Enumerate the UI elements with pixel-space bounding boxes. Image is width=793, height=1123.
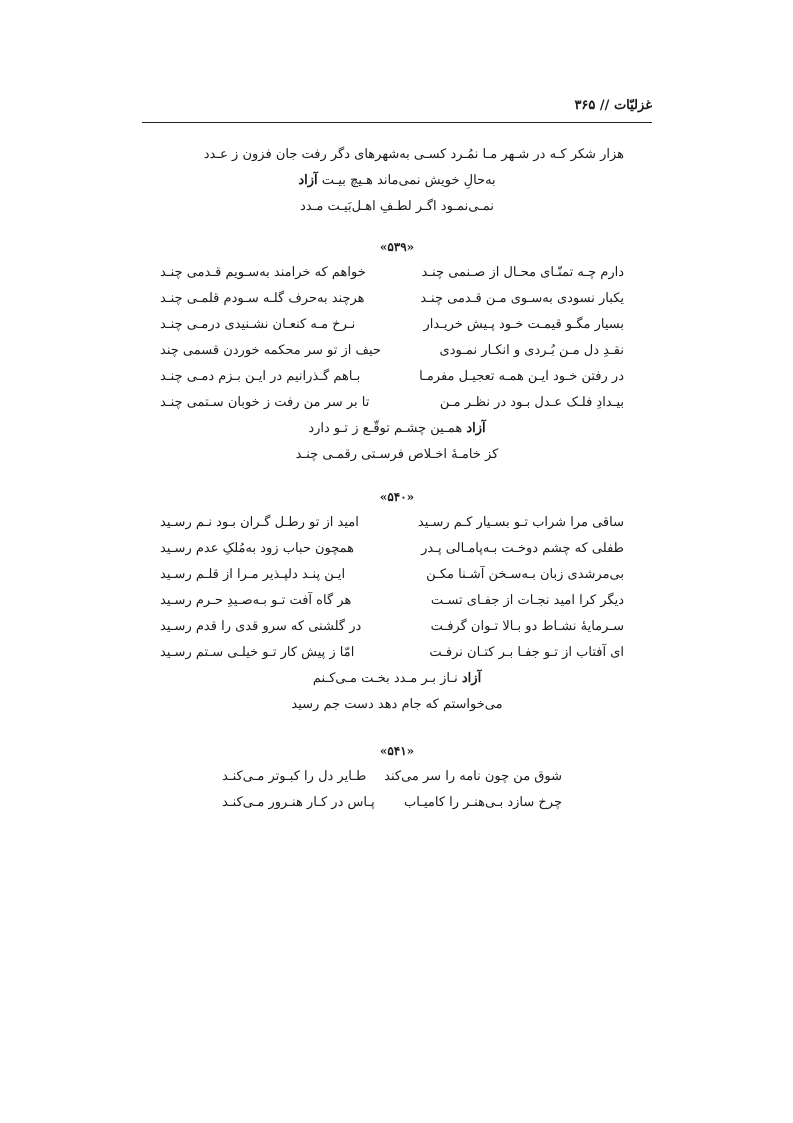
ghazal-541 [142, 738, 652, 816]
ghazal-number: «۵۴۰» [379, 490, 415, 504]
hemistich-first: طفلی که چشم دوخـت بـه‌پامـالی پـدر [421, 541, 624, 556]
ghazal-number: «۵۳۹» [379, 240, 415, 254]
couplet [142, 562, 652, 588]
hemistich-second: بـاهم گـذرانیم در ایـن بـزم دمـی چنـد [160, 369, 361, 384]
couplet [142, 286, 652, 312]
hemistich-first: یکبار نسودی به‌سـوی مـن قـدمی چنـد [420, 291, 624, 306]
couplet [142, 338, 652, 364]
couplet [142, 640, 652, 666]
page-header [142, 96, 652, 123]
hemistich-second: تا بر سر من رفت ز خوبان سـتمی چنـد [160, 395, 370, 410]
hemistich-first: چرخ سازد بـی‌هنـر را کامیـاب [403, 795, 562, 810]
hemistich-second: امّا ز پیش کار تـو خیلـی سـتم رسـید [160, 645, 355, 660]
closing-line [142, 666, 652, 692]
couplet [142, 536, 652, 562]
hemistich-first: ساقی مرا شراب تـو بسـیار کـم رسـید [417, 515, 624, 530]
couplet [142, 588, 652, 614]
hemistich-second: ایـن پنـد دلپـذیر مـرا از قلـم رسـید [160, 567, 346, 582]
hemistich-first: بسیار مگـو قیمـت خـود پـیش خریـدار [423, 317, 624, 332]
hemistich-first: شوق من چون نامه را سر می‌کند [384, 769, 562, 784]
hemistich-first: دیگر کرا امید نجـات از جفـای تسـت [430, 593, 624, 608]
hemistich-first: بیـدادِ فلـک عـدل بـود در نظـر مـن [439, 395, 624, 410]
hemistich-second: خواهم که خرامند به‌سـویم قـدمی چنـد [160, 265, 366, 280]
hemistich-second: پـاس در کـار هنـرور مـی‌کنـد [222, 795, 375, 810]
hemistich-second: نـرخ مـه کنعـان نشـنیدی درمـی چنـد [160, 317, 356, 332]
running-head: غزلیّات // ۳۶۵ [574, 98, 652, 113]
closing-line-text: نـاز بـر مـدد بخـت مـی‌کـنم [312, 671, 462, 686]
hemistich-first: ای آفتاب از تـو جفـا بـر کتـان نرفـت [429, 645, 624, 660]
couplet [142, 764, 652, 790]
poet-name: آزاد [298, 173, 318, 188]
hemistich-second: در گلشنی که سرو قدی را قدم رسـید [160, 619, 362, 634]
couplet [142, 260, 652, 286]
ghazal-539 [142, 234, 652, 468]
verse-line-text: به‌حالِ خویش نمی‌ماند هـیچ بیـت [317, 173, 496, 188]
hemistich-second: حیف از تو سر محکمه خوردن قسمی چند [160, 343, 381, 358]
couplet [142, 614, 652, 640]
poem-top [142, 142, 652, 220]
closing-line: کز خامـۀ اخـلاص فرسـتی رقمـی چنـد [295, 447, 499, 462]
hemistich-second: امید از تو رطـل گـران بـود نـم رسـید [160, 515, 359, 530]
hemistich-first: بی‌مرشدی زبان بـه‌سـخن آشـنا مکـن [426, 567, 624, 582]
hemistich-first: سـرمایۀ نشـاط دو بـالا تـوان گرفـت [430, 619, 624, 634]
couplet [142, 142, 652, 168]
ghazal-number: «۵۴۱» [379, 744, 415, 758]
closing-line-text: همـین چشـم توقّـع ز تـو دارد [308, 421, 467, 436]
couplet [142, 790, 652, 816]
couplet [142, 364, 652, 390]
hemistich-first: دارم چـه تمنّـای محـال از صـنمی چنـد [421, 265, 624, 280]
hemistich-second: هر گاه آفت تـو بـه‌صـیدِ حـرم رسـید [160, 593, 352, 608]
hemistich-first: در رفتن خـود ایـن همـه تعجیـل مفرمـا [419, 369, 624, 384]
verse-line: نمـی‌نمـود اگـر لطـفِ اهـل‌بَیـت مـدد [299, 199, 495, 214]
closing-line [142, 416, 652, 442]
poet-name: آزاد [466, 421, 486, 436]
verse-line [142, 168, 652, 194]
verse-line: هزار شکر کـه در شـهر مـا نمُـرد کسـی به‌شهرهای دگر رفت جان فزون ز عـدد [203, 147, 624, 162]
couplet [142, 312, 652, 338]
closing-line: می‌خواستم که جام دهد دست جم رسید [291, 697, 503, 712]
poet-name: آزاد [461, 671, 482, 686]
hemistich-second: طـایر دل را کبـوتر مـی‌کنـد [222, 769, 367, 784]
couplet [142, 510, 652, 536]
ghazal-540 [142, 484, 652, 718]
hemistich-second: هرچند به‌حرف گلـه سـودم قلمـی چنـد [160, 291, 365, 306]
hemistich-first: نقـدِ دل مـن بُـردی و انکـار نمـودی [439, 343, 624, 358]
couplet [142, 390, 652, 416]
hemistich-second: همچون حباب زود به‌مُلکِ عدم رسـید [160, 541, 355, 556]
